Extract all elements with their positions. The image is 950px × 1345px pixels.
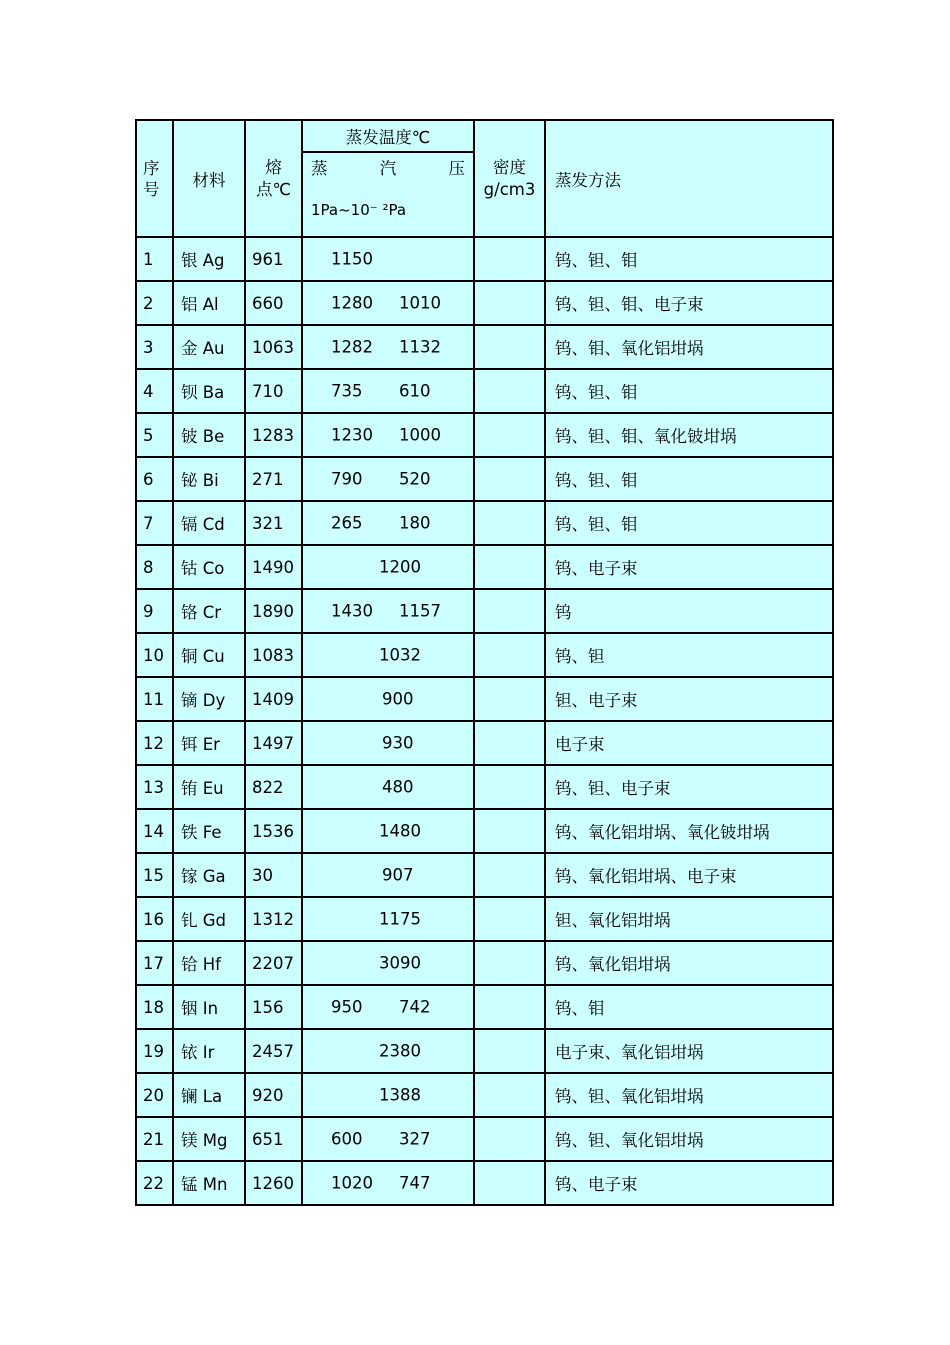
evap-temp-value: 930 <box>382 733 414 753</box>
row-melting-point-cell: 710 <box>245 369 302 413</box>
row-material-cell: 镝 Dy <box>173 677 245 721</box>
header-index-line1: 序 <box>143 158 160 178</box>
row-index-cell: 8 <box>136 545 173 589</box>
row-melting-point-cell: 660 <box>245 281 302 325</box>
row-material-cell: 铒 Er <box>173 721 245 765</box>
row-evap-temp-cell <box>302 589 474 633</box>
row-melting-point-cell: 1283 <box>245 413 302 457</box>
row-index-cell: 18 <box>136 985 173 1029</box>
evap-temp-1pa: 1150 <box>331 249 373 269</box>
header-vapor-pressure <box>302 152 474 237</box>
table-row <box>136 281 833 325</box>
table-row <box>136 677 833 721</box>
row-evap-temp-cell <box>302 413 474 457</box>
row-evap-temp-cell <box>302 985 474 1029</box>
row-density-cell <box>474 369 545 413</box>
evap-temp-low-pa: 1132 <box>399 337 441 357</box>
row-material-cell: 铱 Ir <box>173 1029 245 1073</box>
table-row <box>136 457 833 501</box>
row-density-cell <box>474 413 545 457</box>
row-material-cell: 铜 Cu <box>173 633 245 677</box>
row-melting-point-cell: 321 <box>245 501 302 545</box>
header-method: 蒸发方法 <box>545 120 833 237</box>
row-method-cell: 钨、钽、氧化铝坩埚 <box>545 1117 833 1161</box>
row-material-cell: 镁 Mg <box>173 1117 245 1161</box>
table-row <box>136 369 833 413</box>
row-evap-temp-cell <box>302 237 474 281</box>
table-row <box>136 985 833 1029</box>
row-density-cell <box>474 897 545 941</box>
row-method-cell: 钨、钽、钼 <box>545 457 833 501</box>
row-method-cell: 钨、电子束 <box>545 545 833 589</box>
table-row <box>136 1161 833 1205</box>
header-vp-char2: 汽 <box>379 158 397 178</box>
row-material-cell: 铍 Be <box>173 413 245 457</box>
evap-temp-value: 1480 <box>379 821 421 841</box>
row-evap-temp-cell <box>302 325 474 369</box>
table-row <box>136 413 833 457</box>
row-evap-temp-cell <box>302 1029 474 1073</box>
table-row <box>136 1073 833 1117</box>
row-evap-temp-cell <box>302 457 474 501</box>
row-method-cell: 钨、氧化铝坩埚 <box>545 941 833 985</box>
row-method-cell: 钽、氧化铝坩埚 <box>545 897 833 941</box>
row-method-cell: 钨、氧化铝坩埚、电子束 <box>545 853 833 897</box>
row-melting-point-cell: 1890 <box>245 589 302 633</box>
evap-temp-low-pa: 1010 <box>399 293 441 313</box>
row-melting-point-cell: 1536 <box>245 809 302 853</box>
evap-temp-low-pa: 1157 <box>399 601 441 621</box>
row-method-cell: 钨、钽、钼 <box>545 501 833 545</box>
table-row <box>136 1117 833 1161</box>
table-row <box>136 237 833 281</box>
evap-temp-low-pa: 742 <box>399 997 431 1017</box>
evap-temp-low-pa: 1000 <box>399 425 441 445</box>
row-index-cell: 3 <box>136 325 173 369</box>
row-method-cell: 钨、钽 <box>545 633 833 677</box>
evap-temp-value: 2380 <box>379 1041 421 1061</box>
row-method-cell: 钨、钽、钼、氧化铍坩埚 <box>545 413 833 457</box>
row-density-cell <box>474 633 545 677</box>
row-melting-point-cell: 920 <box>245 1073 302 1117</box>
row-melting-point-cell: 1083 <box>245 633 302 677</box>
row-method-cell: 钨、钽、钼 <box>545 237 833 281</box>
row-index-cell: 4 <box>136 369 173 413</box>
row-melting-point-cell: 271 <box>245 457 302 501</box>
row-index-cell: 17 <box>136 941 173 985</box>
row-method-cell: 钨、钽、氧化铝坩埚 <box>545 1073 833 1117</box>
row-material-cell: 金 Au <box>173 325 245 369</box>
row-evap-temp-cell <box>302 633 474 677</box>
row-material-cell: 铟 In <box>173 985 245 1029</box>
row-evap-temp-cell <box>302 501 474 545</box>
header-material: 材料 <box>173 120 245 237</box>
row-evap-temp-cell <box>302 809 474 853</box>
evap-temp-value: 480 <box>382 777 414 797</box>
row-evap-temp-cell <box>302 941 474 985</box>
evap-temp-1pa: 600 <box>331 1129 363 1149</box>
row-evap-temp-cell <box>302 281 474 325</box>
row-index-cell: 9 <box>136 589 173 633</box>
row-density-cell <box>474 501 545 545</box>
header-melting-point <box>245 120 302 237</box>
row-melting-point-cell: 1490 <box>245 545 302 589</box>
evap-temp-value: 1175 <box>379 909 421 929</box>
row-melting-point-cell: 1312 <box>245 897 302 941</box>
row-evap-temp-cell <box>302 897 474 941</box>
row-melting-point-cell: 2457 <box>245 1029 302 1073</box>
header-pressure-range: 1Pa~10⁻ ²Pa <box>311 200 407 219</box>
header-melting-point-line2: 点℃ <box>255 179 292 199</box>
row-index-cell: 11 <box>136 677 173 721</box>
row-method-cell: 钨、钽、电子束 <box>545 765 833 809</box>
table-row <box>136 897 833 941</box>
row-density-cell <box>474 237 545 281</box>
evap-temp-1pa: 1230 <box>331 425 373 445</box>
row-method-cell: 钨、钽、钼、电子束 <box>545 281 833 325</box>
row-material-cell: 镉 Cd <box>173 501 245 545</box>
row-material-cell: 钆 Gd <box>173 897 245 941</box>
row-material-cell: 镧 La <box>173 1073 245 1117</box>
row-density-cell <box>474 721 545 765</box>
row-density-cell <box>474 853 545 897</box>
row-density-cell <box>474 985 545 1029</box>
table-row <box>136 765 833 809</box>
table-row <box>136 721 833 765</box>
evap-temp-low-pa: 520 <box>399 469 431 489</box>
row-evap-temp-cell <box>302 721 474 765</box>
row-index-cell: 1 <box>136 237 173 281</box>
evap-temp-1pa: 1282 <box>331 337 373 357</box>
row-density-cell <box>474 941 545 985</box>
row-density-cell <box>474 457 545 501</box>
row-density-cell <box>474 325 545 369</box>
row-evap-temp-cell <box>302 1073 474 1117</box>
row-method-cell: 钨、钽、钼 <box>545 369 833 413</box>
row-melting-point-cell: 1063 <box>245 325 302 369</box>
row-melting-point-cell: 156 <box>245 985 302 1029</box>
row-material-cell: 铁 Fe <box>173 809 245 853</box>
row-index-cell: 7 <box>136 501 173 545</box>
row-density-cell <box>474 589 545 633</box>
row-method-cell: 钨、钼 <box>545 985 833 1029</box>
row-index-cell: 21 <box>136 1117 173 1161</box>
row-method-cell: 电子束、氧化铝坩埚 <box>545 1029 833 1073</box>
row-material-cell: 银 Ag <box>173 237 245 281</box>
row-material-cell: 铋 Bi <box>173 457 245 501</box>
row-melting-point-cell: 30 <box>245 853 302 897</box>
row-melting-point-cell: 1497 <box>245 721 302 765</box>
row-evap-temp-cell <box>302 369 474 413</box>
row-evap-temp-cell <box>302 765 474 809</box>
row-evap-temp-cell <box>302 853 474 897</box>
evap-temp-low-pa: 610 <box>399 381 431 401</box>
evap-temp-1pa: 735 <box>331 381 363 401</box>
row-material-cell: 钡 Ba <box>173 369 245 413</box>
evap-temp-low-pa: 180 <box>399 513 431 533</box>
row-index-cell: 19 <box>136 1029 173 1073</box>
evap-temp-1pa: 790 <box>331 469 363 489</box>
row-density-cell <box>474 765 545 809</box>
row-melting-point-cell: 1409 <box>245 677 302 721</box>
row-index-cell: 13 <box>136 765 173 809</box>
row-evap-temp-cell <box>302 1117 474 1161</box>
row-material-cell: 铬 Cr <box>173 589 245 633</box>
table-row <box>136 325 833 369</box>
row-material-cell: 铕 Eu <box>173 765 245 809</box>
table-row <box>136 941 833 985</box>
evaporation-materials-table <box>135 119 834 1206</box>
header-index <box>136 120 173 237</box>
row-density-cell <box>474 677 545 721</box>
row-density-cell <box>474 1117 545 1161</box>
row-index-cell: 16 <box>136 897 173 941</box>
header-index-line2: 号 <box>143 179 160 199</box>
row-index-cell: 5 <box>136 413 173 457</box>
table-row <box>136 809 833 853</box>
table-row <box>136 589 833 633</box>
row-index-cell: 6 <box>136 457 173 501</box>
row-index-cell: 15 <box>136 853 173 897</box>
table-row <box>136 501 833 545</box>
table-row <box>136 545 833 589</box>
row-melting-point-cell: 2207 <box>245 941 302 985</box>
evap-temp-1pa: 950 <box>331 997 363 1017</box>
row-melting-point-cell: 1260 <box>245 1161 302 1205</box>
row-method-cell: 钨 <box>545 589 833 633</box>
table-row <box>136 853 833 897</box>
row-melting-point-cell: 961 <box>245 237 302 281</box>
row-density-cell <box>474 1073 545 1117</box>
row-melting-point-cell: 822 <box>245 765 302 809</box>
row-density-cell <box>474 1161 545 1205</box>
row-method-cell: 钽、电子束 <box>545 677 833 721</box>
header-density-line2: g/cm3 <box>483 179 536 199</box>
header-vp-char1: 蒸 <box>311 158 328 178</box>
row-material-cell: 铪 Hf <box>173 941 245 985</box>
evap-temp-value: 1032 <box>379 645 421 665</box>
evap-temp-value: 907 <box>382 865 414 885</box>
row-material-cell: 钴 Co <box>173 545 245 589</box>
row-method-cell: 钨、电子束 <box>545 1161 833 1205</box>
row-evap-temp-cell <box>302 545 474 589</box>
table-row <box>136 633 833 677</box>
row-index-cell: 14 <box>136 809 173 853</box>
header-melting-point-line1: 熔 <box>265 157 282 177</box>
evap-temp-value: 3090 <box>379 953 421 973</box>
evap-temp-1pa: 1280 <box>331 293 373 313</box>
row-index-cell: 12 <box>136 721 173 765</box>
row-melting-point-cell: 651 <box>245 1117 302 1161</box>
row-material-cell: 镓 Ga <box>173 853 245 897</box>
row-material-cell: 铝 Al <box>173 281 245 325</box>
row-index-cell: 20 <box>136 1073 173 1117</box>
evap-temp-value: 900 <box>382 689 414 709</box>
header-vp-char3: 压 <box>448 158 465 178</box>
row-density-cell <box>474 281 545 325</box>
row-method-cell: 钨、氧化铝坩埚、氧化铍坩埚 <box>545 809 833 853</box>
header-density <box>474 120 545 237</box>
header-row-top <box>136 120 833 152</box>
row-method-cell: 钨、钼、氧化铝坩埚 <box>545 325 833 369</box>
evap-temp-1pa: 265 <box>331 513 363 533</box>
row-evap-temp-cell <box>302 677 474 721</box>
row-evap-temp-cell <box>302 1161 474 1205</box>
evap-temp-1pa: 1430 <box>331 601 373 621</box>
table-row <box>136 1029 833 1073</box>
header-density-line1: 密度 <box>493 157 526 177</box>
row-method-cell: 电子束 <box>545 721 833 765</box>
evap-temp-value: 1388 <box>379 1085 421 1105</box>
header-evap-temp: 蒸发温度℃ <box>302 120 474 152</box>
evap-temp-value: 1200 <box>379 557 421 577</box>
row-material-cell: 锰 Mn <box>173 1161 245 1205</box>
evap-temp-low-pa: 327 <box>399 1129 431 1149</box>
row-index-cell: 10 <box>136 633 173 677</box>
row-index-cell: 2 <box>136 281 173 325</box>
evap-temp-1pa: 1020 <box>331 1173 373 1193</box>
evap-temp-low-pa: 747 <box>399 1173 431 1193</box>
row-density-cell <box>474 1029 545 1073</box>
row-density-cell <box>474 809 545 853</box>
row-density-cell <box>474 545 545 589</box>
row-index-cell: 22 <box>136 1161 173 1205</box>
